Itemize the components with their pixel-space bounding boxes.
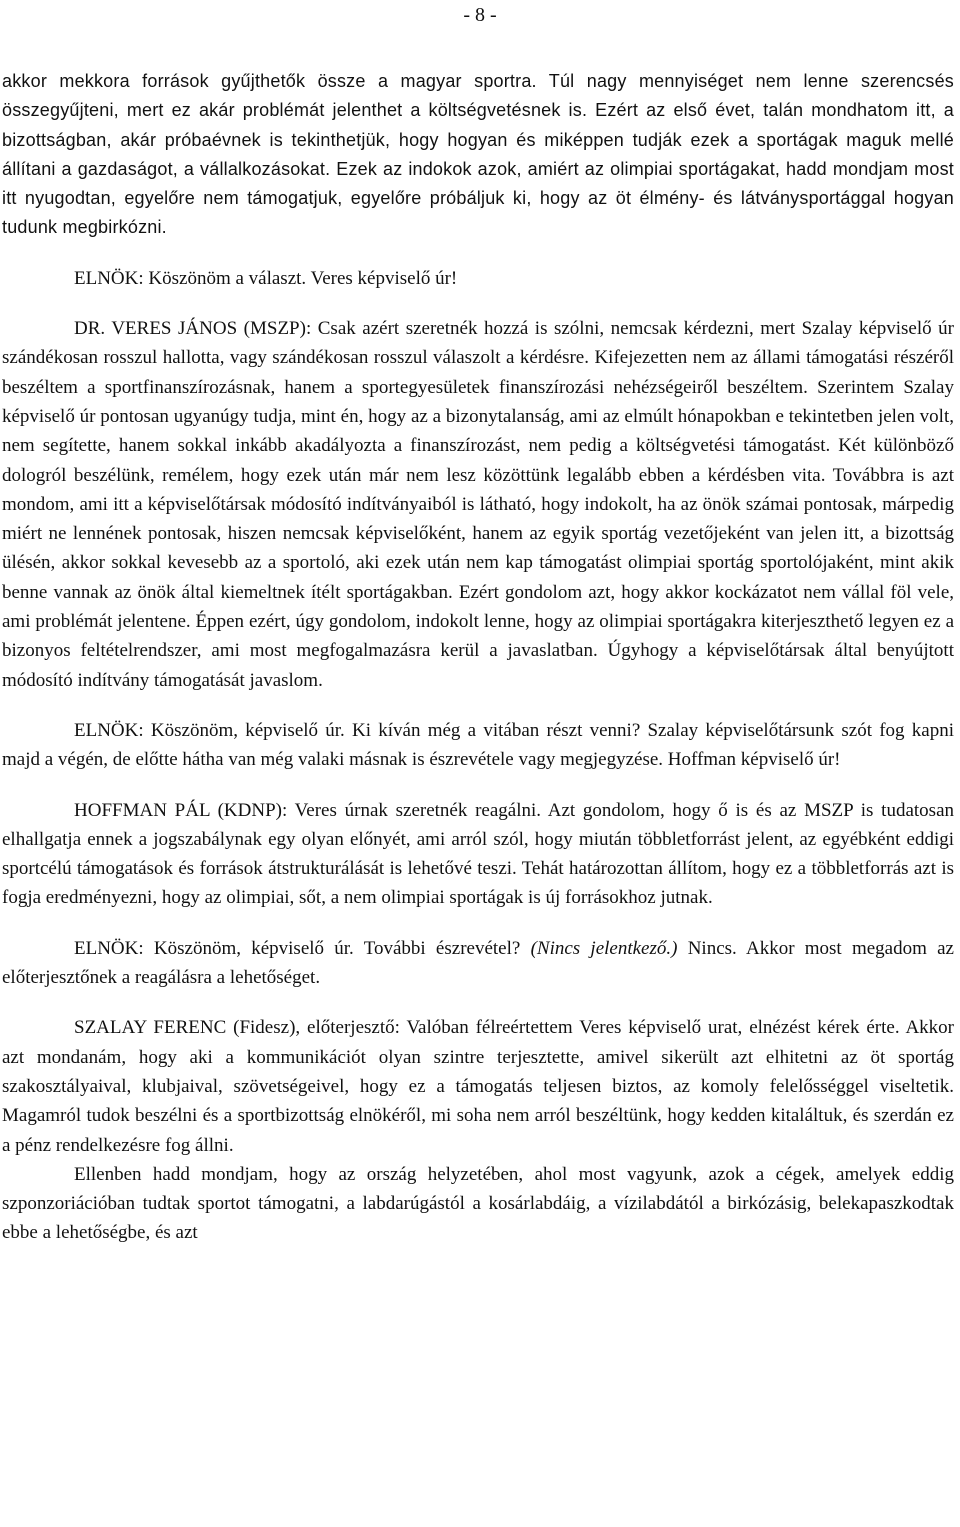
paragraph-chair-2: ELNÖK: Köszönöm, képviselő úr. Ki kíván még a vitában részt venni? Szalay képviselőtársunk szót fog kapni majd a végén, de előtte hátha van még valaki másnak is észrevétele vagy megjegyzése. Hoffman képviselő úr! <box>2 719 954 771</box>
paragraph-chair-1: ELNÖK: Köszönöm a választ. Veres képviselő úr! <box>74 267 458 289</box>
paragraph-ellenben: Ellenben hadd mondjam, hogy az ország helyzetében, ahol most vagyunk, azok a cégek, amelyek eddig szponzoriációban tudtak sportot támogatni, a labdarúgástól a kosárlabdáig, a vízilabdától a birkózásig, belekapaszkodtak ebbe a lehetőségbe, és azt <box>2 1163 954 1244</box>
chair-italic-note: (Nincs jelentkező.) <box>530 937 678 959</box>
paragraph-sans-text: akkor mekkora források gyűjthetők össze a magyar sportra. Túl nagy mennyiséget nem lenne szerencsés összegyűjteni, mert ez akár problémát jelenthet a költségvetésnek is. <box>2 71 954 121</box>
paragraph-sans-text: Ezek az indokok azok, amiért az olimpiai sportágakat, hadd mondjam most itt nyugodtan, egyelőre nem támogatjuk, egyelőre próbáljuk ki, hogy az öt élmény- és látványsportággal hogyan tudunk megbirkózni. <box>2 158 954 238</box>
paragraph-continuation <box>2 67 954 243</box>
page-number: - 8 - <box>463 4 497 26</box>
chair-text-before: ELNÖK: Köszönöm, képviselő úr. További észrevétel? <box>74 937 531 959</box>
document-body <box>2 67 954 1248</box>
paragraph-veres: DR. VERES JÁNOS (MSZP): Csak azért szeretnék hozzá is szólni, nemcsak kérdezni, mert Szalay képviselő úr szándékosan rosszul hallotta, vagy szándékosan rosszul válaszolt a kérdésre. Kifejezetten nem az állami támogatási részéről beszéltem a sportfinanszírozásnak, hanem a sportegyesületek finanszírozási nehézségeiről beszéltem. Szerintem Szalay képviselő úr pontosan ugyanúgy tudja, mint én, hogy az a bizonytalanság, ami az elmúlt hónapokban e tekintetben jelen volt, nem segítette, hanem sokkal inkább akadályozta a finanszírozást, nem pedig a költségvetési támogatást. Két különböző dologról beszélünk, remélem, hogy ezek után már nem lesz közöttünk legalább ebben a kérdésben vita. Továbbra is azt mondom, ami itt a képviselőtársak módosító indítványaiból is látható, hogy indokolt, ha az önök számai pontosak, márpedig miért ne lennének pontosak, hiszen nemcsak képviselőként, hanem az egyik sportág vezetőjeként van jelen itt, a bizottság ülésén, akkor sokkal kevesebb az a sportoló, aki ezek után nem kap támogatást olimpiai sportág sportolójaként, mint akik benne vannak az önök által kiemeltnek ítélt sportágakban. Ezért gondolom azt, hogy akkor kockázatot nem vállal föl vele, ami problémát jelentene. Éppen ezért, úgy gondolom, indokolt lenne, hogy az olimpiai sportágakra kiterjeszthető legyen ez a bizonyos feltételrendszer, ami most megfogalmazásra kerül a javaslatban. Úgyhogy a képviselőtársak által benyújtott módosító indítvány támogatását javaslom. <box>2 318 954 691</box>
paragraph-sans-text: Ezért az első évet, talán mondhatom itt, a bizottságban, akár próbaévnek is tekinthetjük, hogy hogyan és miképpen tudják ezek a sportágak maguk mellé állítani a gazdaságot, a vállalkozásokat. <box>2 100 954 179</box>
paragraph-szalay: SZALAY FERENC (Fidesz), előterjesztő: Valóban félreértettem Veres képviselő urat, elnézést kérek érte. Akkor azt mondanám, hogy aki a kommunikációt olyan szintre terjesztette, amivel sikerült azt elhitetni az öt sportág szakosztályaival, klubjaival, szövetségeivel, hogy ez a támogatás teljesen biztos, az komoly felelősséggel viseltetik. Magamról tudok beszélni és a sportbizottság elnökéről, mi soha nem arról beszéltünk, hogy kedden kitaláltuk, és szerdán ez a pénz rendelkezésre fog állni. <box>2 1017 954 1156</box>
paragraph-hoffman: HOFFMAN PÁL (KDNP): Veres úrnak szeretnék reagálni. Azt gondolom, hogy ő is és az MSZP is tudatosan elhallgatja ennek a jogszabálynak egy olyan előnyét, ami arról szól, hogy miután többletforrást jelent, az egyébként eddigi sportcélú támogatások és források átstrukturálását is lehetővé teszi. Tehát határozottan állítom, hogy ez a többletforrás azt is fogja eredményezni, hogy az olimpiai, sőt, a nem olimpiai sportágak is új forrásokhoz jutnak. <box>2 799 954 909</box>
chair-text-after: Nincs. Akkor most megadom az előterjesztőnek a reagálásra a lehetőséget. <box>2 937 954 989</box>
paragraph-chair-3 <box>2 934 954 993</box>
